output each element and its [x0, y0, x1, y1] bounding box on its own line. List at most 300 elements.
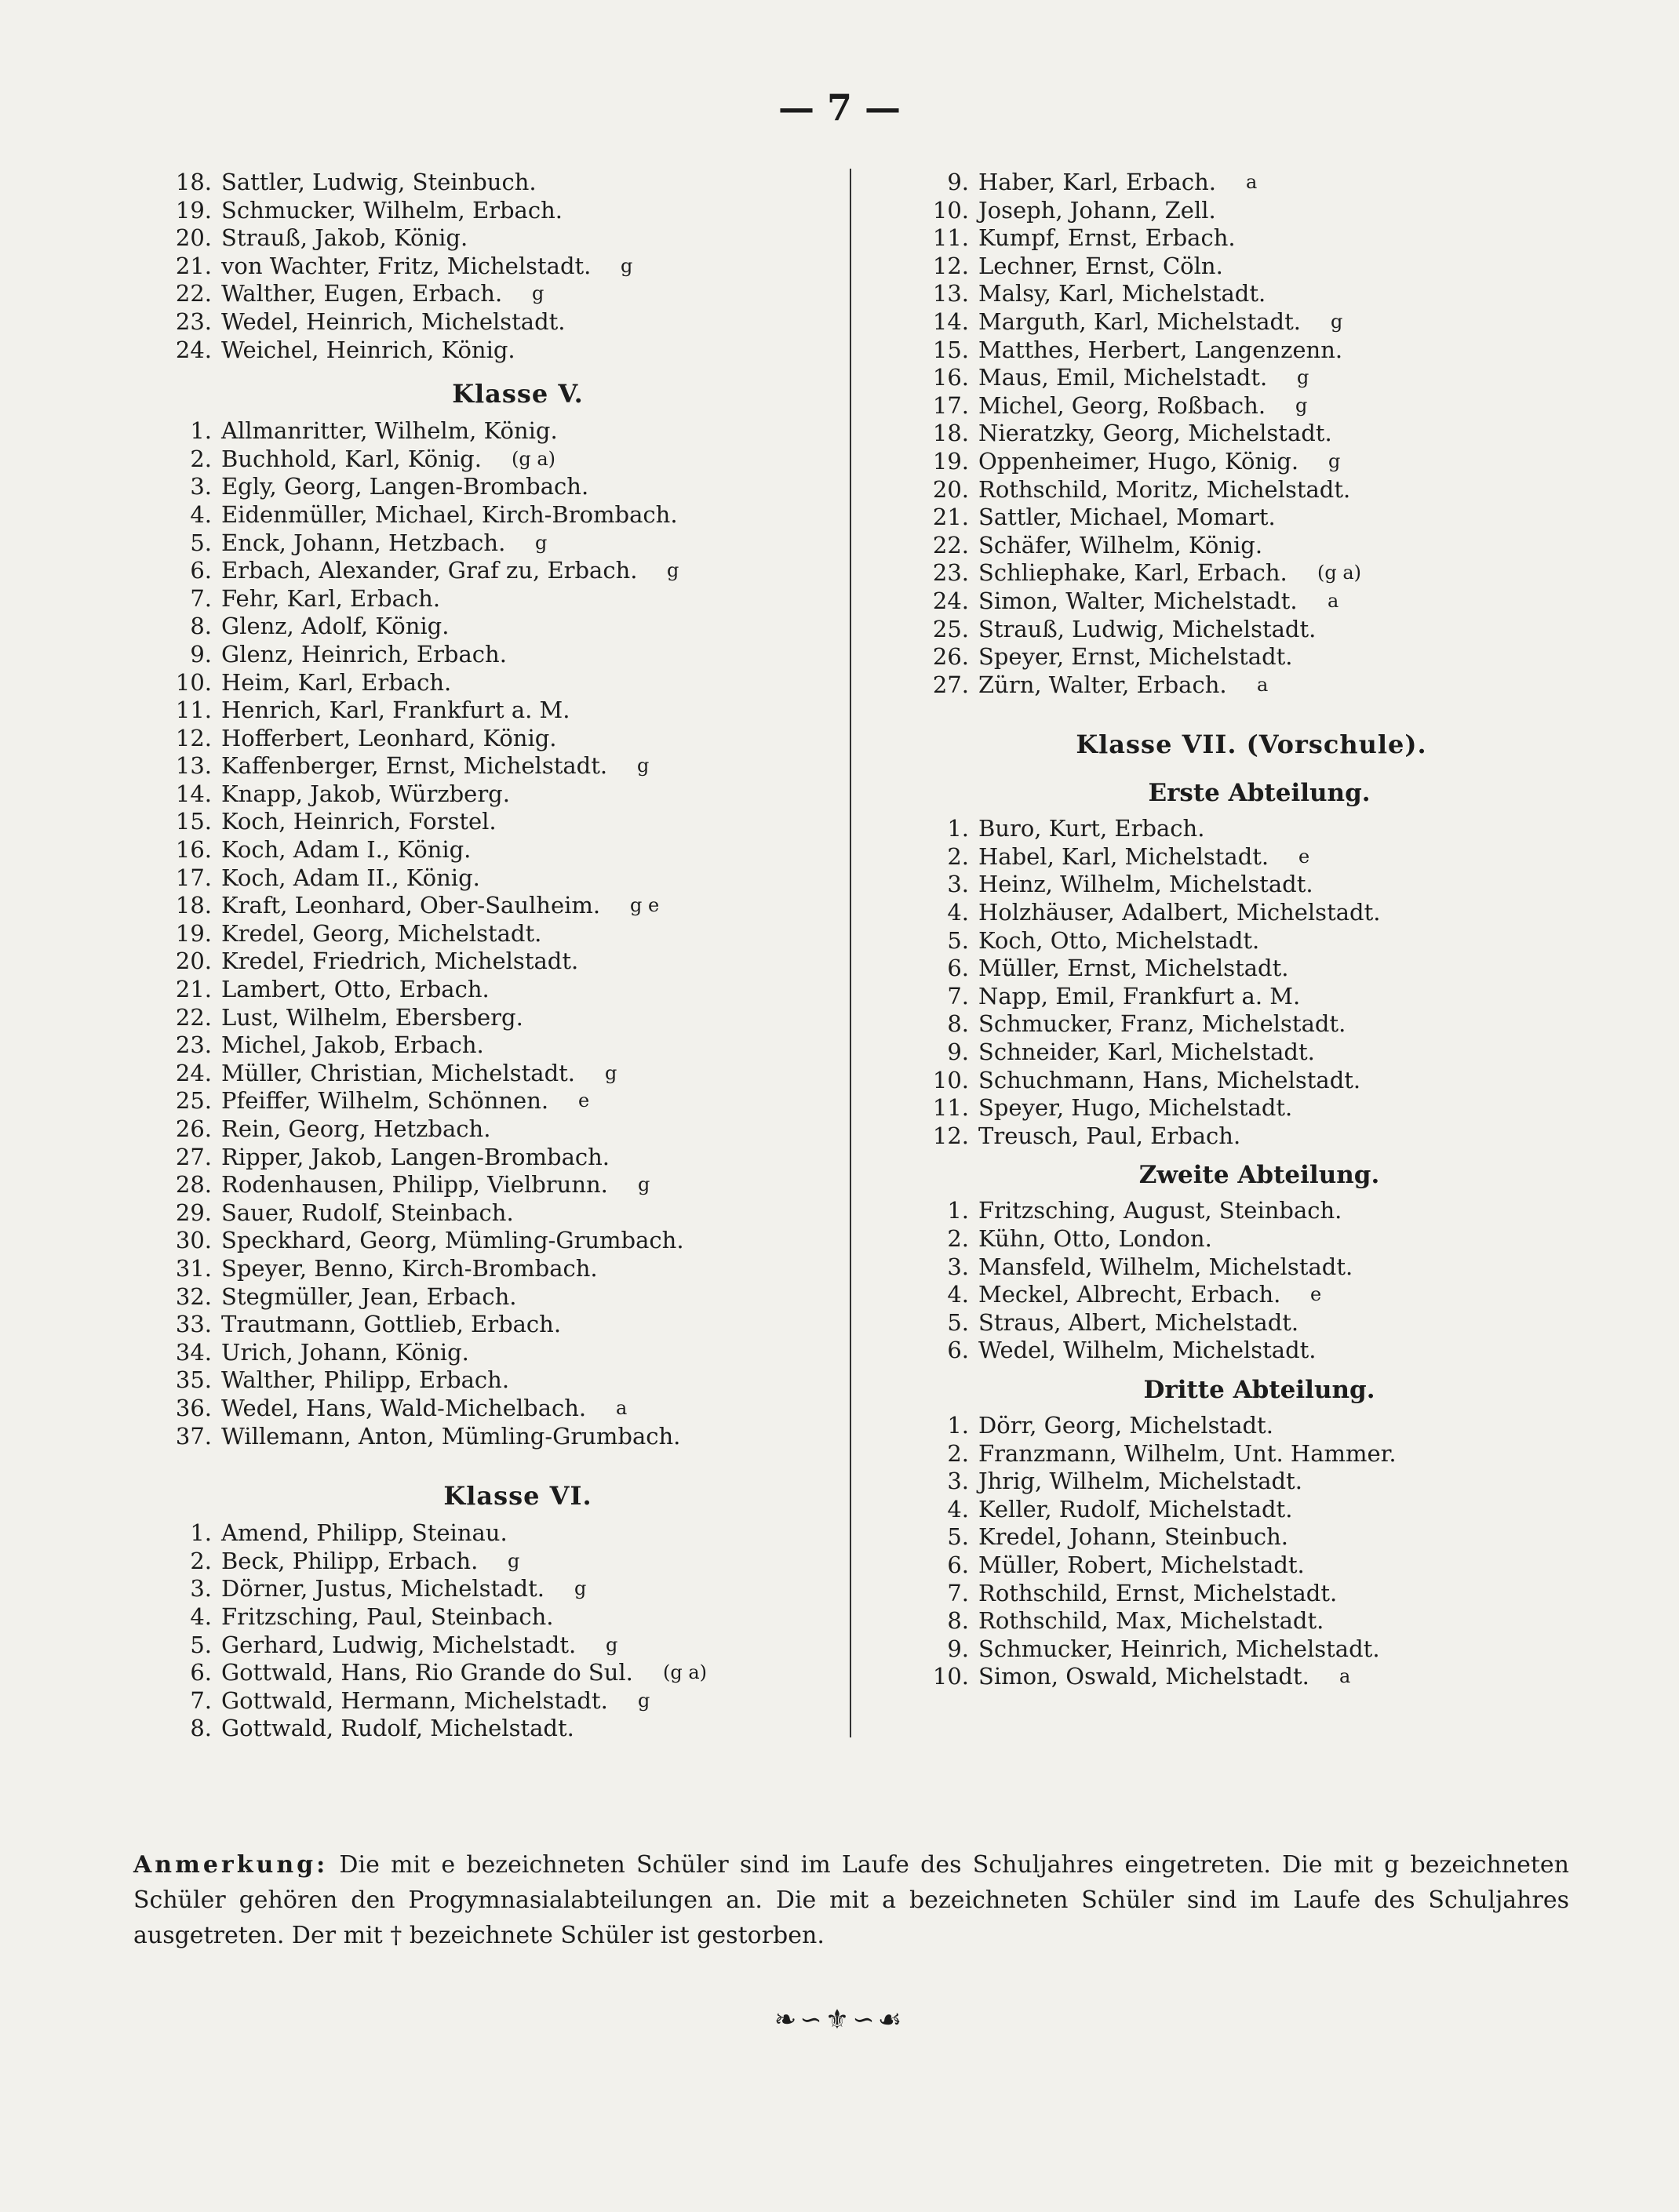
list-item [157, 308, 832, 337]
status-mark: g [508, 1549, 520, 1572]
continued-list [914, 169, 1604, 699]
status-mark: e [578, 1090, 590, 1112]
list-item [157, 337, 832, 365]
list-item [914, 532, 1604, 560]
list-item [914, 392, 1604, 420]
right-column [914, 169, 1604, 1691]
item-number: 14. [932, 307, 969, 335]
status-mark: (g a) [512, 447, 556, 470]
item-number: 6. [190, 1659, 212, 1686]
student-entry: Pfeiffer, Wilhelm, Schönnen. [221, 1087, 549, 1115]
list-item [157, 1366, 832, 1395]
list-item [914, 1010, 1604, 1039]
item-number: 29. [175, 1199, 212, 1226]
item-number: 28. [175, 1171, 212, 1199]
student-entry: Lambert, Otto, Erbach. [221, 976, 490, 1003]
list-item [914, 871, 1604, 899]
student-entry: Kredel, Georg, Michelstadt. [221, 919, 542, 947]
list-item [157, 1395, 832, 1423]
status-mark: e [1298, 845, 1310, 868]
list-item [914, 1309, 1604, 1337]
item-number: 1. [947, 1197, 969, 1224]
section-heading-klasse-vi: Klasse VI. [443, 1481, 592, 1512]
item-number: 1. [947, 815, 969, 842]
list-item [157, 1283, 832, 1312]
list-item [914, 1122, 1604, 1151]
item-number: 8. [947, 1607, 969, 1635]
item-number: 22. [175, 1003, 212, 1031]
item-number: 9. [190, 640, 212, 668]
item-number: 18. [932, 420, 969, 447]
student-entry: Maus, Emil, Michelstadt. [978, 364, 1268, 391]
list-item [914, 364, 1604, 392]
student-entry: Dörr, Georg, Michelstadt. [978, 1411, 1273, 1439]
student-entry: Trautmann, Gottlieb, Erbach. [221, 1311, 562, 1338]
list-item [157, 920, 832, 948]
item-number: 15. [932, 336, 969, 363]
list-item [914, 1337, 1604, 1365]
student-entry: Sattler, Michael, Momart. [978, 504, 1276, 531]
list-item [157, 836, 832, 864]
list-item [914, 420, 1604, 448]
item-number: 3. [947, 1253, 969, 1280]
student-entry: Koch, Adam II., König. [221, 864, 480, 891]
student-entry: Wedel, Hans, Wald-Michelbach. [221, 1394, 587, 1421]
item-number: 2. [947, 1225, 969, 1252]
item-number: 32. [175, 1282, 212, 1310]
student-entry: Jhrig, Wilhelm, Michelstadt. [978, 1468, 1302, 1495]
student-entry: Oppenheimer, Hugo, König. [978, 447, 1299, 475]
item-number: 6. [947, 1551, 969, 1578]
student-entry: Schmucker, Wilhelm, Erbach. [221, 196, 563, 224]
item-number: 11. [932, 224, 969, 252]
item-number: 22. [932, 531, 969, 558]
list-item [914, 1281, 1604, 1309]
student-entry: Egly, Georg, Langen-Brombach. [221, 473, 589, 500]
item-number: 20. [932, 475, 969, 503]
student-entry: Schuchmann, Hans, Michelstadt. [978, 1066, 1361, 1093]
list-item [157, 1519, 832, 1548]
student-entry: Beck, Philipp, Erbach. [221, 1547, 479, 1574]
item-number: 13. [932, 280, 969, 307]
item-number: 12. [175, 724, 212, 751]
list-item [157, 1031, 832, 1060]
list-item [914, 224, 1604, 253]
item-number: 5. [947, 926, 969, 954]
status-mark: g [621, 254, 633, 277]
list-item [157, 808, 832, 836]
item-number: 6. [947, 955, 969, 982]
student-entry: Rothschild, Max, Michelstadt. [978, 1607, 1324, 1635]
subheading-zweite-abteilung: Zweite Abteilung. [1138, 1161, 1380, 1190]
student-entry: Willemann, Anton, Mümling-Grumbach. [221, 1422, 681, 1450]
item-number: 24. [175, 1059, 212, 1086]
item-number: 6. [947, 1337, 969, 1364]
section-heading-klasse-v: Klasse V. [452, 379, 584, 409]
status-mark: a [1339, 1665, 1351, 1688]
item-number: 3. [190, 1575, 212, 1603]
item-number: 22. [175, 280, 212, 307]
student-entry: Fritzsching, Paul, Steinbach. [221, 1603, 554, 1630]
list-item [157, 1603, 832, 1632]
list-item [914, 955, 1604, 983]
item-number: 13. [175, 752, 212, 780]
student-entry: Koch, Heinrich, Forstel. [221, 808, 497, 835]
list-item [157, 752, 832, 780]
footnote-text: Die mit e bezeichneten Schüler sind im Laufe des Schuljahres eingetreten. Die mit g bezeichneten Schüler gehören den Progymnasialabteilungen an. Die mit a bezeichneten Schüler sind im Laufe des Schuljahres ausgetreten. Der mit † bezeichnete Schüler ist gestorben. [133, 1851, 1569, 1949]
student-entry: Kühn, Otto, London. [978, 1225, 1212, 1252]
student-entry: Treusch, Paul, Erbach. [978, 1122, 1241, 1149]
item-number: 1. [190, 1519, 212, 1547]
list-item [914, 1197, 1604, 1225]
item-number: 23. [932, 559, 969, 587]
status-mark: a [1257, 673, 1269, 696]
list-item [914, 559, 1604, 588]
list-item [157, 446, 832, 474]
list-item [914, 1094, 1604, 1122]
student-entry: Joseph, Johann, Zell. [978, 196, 1216, 224]
student-entry: Urich, Johann, König. [221, 1338, 469, 1366]
item-number: 17. [932, 391, 969, 419]
list-item [914, 1523, 1604, 1552]
student-entry: Gottwald, Hermann, Michelstadt. [221, 1686, 608, 1714]
list-item [914, 899, 1604, 927]
list-item [157, 224, 832, 253]
item-number: 9. [947, 1635, 969, 1662]
student-entry: Habel, Karl, Michelstadt. [978, 842, 1269, 870]
list-item [914, 308, 1604, 337]
student-entry: Schneider, Karl, Michelstadt. [978, 1039, 1315, 1066]
item-number: 7. [947, 1579, 969, 1606]
list-item [914, 616, 1604, 644]
student-entry: Müller, Robert, Michelstadt. [978, 1551, 1305, 1578]
item-number: 7. [190, 584, 212, 612]
list-item [157, 1548, 832, 1576]
student-entry: Holzhäuser, Adalbert, Michelstadt. [978, 899, 1381, 926]
item-number: 5. [947, 1308, 969, 1336]
student-entry: Michel, Georg, Roßbach. [978, 391, 1266, 419]
item-number: 23. [175, 1031, 212, 1059]
list-item [914, 983, 1604, 1011]
item-number: 26. [175, 1115, 212, 1142]
left-column [157, 169, 832, 1743]
item-number: 18. [175, 892, 212, 919]
item-number: 14. [175, 780, 212, 807]
student-entry: Matthes, Herbert, Langenzenn. [978, 336, 1343, 363]
ornament-divider: ❧∽⚜∽☙ [774, 2004, 905, 2036]
student-entry: Wedel, Wilhelm, Michelstadt. [978, 1337, 1317, 1364]
list-item [914, 1607, 1604, 1635]
list-item [157, 280, 832, 308]
list-item [914, 1412, 1604, 1440]
item-number: 8. [190, 1715, 212, 1742]
student-entry: Lust, Wilhelm, Ebersberg. [221, 1003, 523, 1031]
student-entry: Müller, Christian, Michelstadt. [221, 1059, 576, 1086]
item-number: 1. [190, 417, 212, 445]
status-mark: a [1328, 589, 1339, 612]
student-entry: Schmucker, Franz, Michelstadt. [978, 1010, 1346, 1038]
item-number: 12. [932, 252, 969, 279]
student-entry: Walther, Philipp, Erbach. [221, 1366, 510, 1394]
item-number: 2. [190, 445, 212, 472]
list-item [157, 557, 832, 585]
list-item [914, 476, 1604, 504]
item-number: 5. [947, 1523, 969, 1551]
student-entry: Amend, Philipp, Steinau. [221, 1519, 508, 1547]
student-entry: Lechner, Ernst, Cöln. [978, 252, 1223, 279]
student-entry: Walther, Eugen, Erbach. [221, 280, 503, 307]
student-entry: Strauß, Jakob, König. [221, 224, 468, 252]
list-item [157, 864, 832, 893]
item-number: 24. [932, 587, 969, 614]
list-item [914, 337, 1604, 365]
student-entry: Buchhold, Karl, König. [221, 445, 482, 472]
item-number: 5. [190, 529, 212, 556]
status-mark: g [637, 755, 650, 777]
list-item [914, 1225, 1604, 1253]
student-entry: Franzmann, Wilhelm, Unt. Hammer. [978, 1439, 1397, 1467]
item-number: 6. [190, 557, 212, 584]
list-item [157, 253, 832, 281]
item-number: 26. [932, 643, 969, 671]
list-item [157, 1423, 832, 1451]
item-number: 27. [175, 1143, 212, 1170]
list-item [914, 1496, 1604, 1524]
student-entry: Strauß, Ludwig, Michelstadt. [978, 615, 1317, 642]
list-item [914, 253, 1604, 281]
list-item [157, 1687, 832, 1715]
student-entry: Speyer, Ernst, Michelstadt. [978, 643, 1293, 671]
item-number: 36. [175, 1394, 212, 1421]
item-number: 25. [932, 615, 969, 642]
list-item [157, 1715, 832, 1743]
status-mark: a [616, 1396, 628, 1419]
item-number: 4. [947, 1281, 969, 1308]
student-entry: Henrich, Karl, Frankfurt a. M. [221, 697, 570, 724]
status-mark: g [535, 531, 548, 554]
item-number: 10. [932, 1663, 969, 1690]
list-item [914, 504, 1604, 532]
student-entry: Erbach, Alexander, Graf zu, Erbach. [221, 557, 638, 584]
student-entry: Speyer, Hugo, Michelstadt. [978, 1094, 1293, 1122]
student-entry: Koch, Otto, Michelstadt. [978, 926, 1260, 954]
klasse-vi-list [157, 1519, 832, 1743]
student-entry: Haber, Karl, Erbach. [978, 169, 1216, 195]
list-item [914, 1635, 1604, 1664]
student-entry: Schmucker, Heinrich, Michelstadt. [978, 1635, 1380, 1662]
list-item [157, 976, 832, 1004]
status-mark: g [605, 1061, 617, 1084]
page-number: — 7 — [778, 86, 901, 129]
list-item [157, 529, 832, 558]
list-item [157, 585, 832, 613]
item-number: 2. [947, 842, 969, 870]
erste-abteilung-list [914, 815, 1604, 1150]
list-item [157, 948, 832, 976]
student-entry: Mansfeld, Wilhelm, Michelstadt. [978, 1253, 1353, 1280]
student-entry: Nieratzky, Georg, Michelstadt. [978, 420, 1332, 447]
list-item [157, 1311, 832, 1339]
item-number: 30. [175, 1227, 212, 1254]
list-item [914, 1039, 1604, 1067]
list-item [157, 1115, 832, 1144]
item-number: 3. [947, 1468, 969, 1495]
item-number: 19. [175, 919, 212, 947]
list-item [914, 643, 1604, 671]
status-mark: g [1331, 310, 1343, 333]
list-item [157, 613, 832, 641]
item-number: 4. [190, 500, 212, 528]
list-item [914, 1468, 1604, 1496]
student-entry: Michel, Jakob, Erbach. [221, 1031, 484, 1059]
list-item [157, 1087, 832, 1115]
footnote-label: Anmerkung: [133, 1851, 329, 1879]
item-number: 24. [175, 336, 212, 363]
dritte-abteilung-list [914, 1412, 1604, 1691]
item-number: 19. [175, 196, 212, 224]
student-entry: Glenz, Heinrich, Erbach. [221, 640, 507, 668]
list-item [157, 669, 832, 697]
student-entry: Stegmüller, Jean, Erbach. [221, 1282, 517, 1310]
list-item [914, 448, 1604, 476]
item-number: 20. [175, 948, 212, 975]
item-number: 10. [932, 1066, 969, 1093]
item-number: 15. [175, 808, 212, 835]
student-entry: Straus, Albert, Michelstadt. [978, 1308, 1299, 1336]
student-entry: Hofferbert, Leonhard, König. [221, 724, 557, 751]
list-item [157, 1199, 832, 1228]
student-entry: Schäfer, Wilhelm, König. [978, 531, 1263, 558]
student-entry: Malsy, Karl, Michelstadt. [978, 280, 1266, 307]
student-entry: Sattler, Ludwig, Steinbuch. [221, 169, 537, 195]
student-entry: Gerhard, Ludwig, Michelstadt. [221, 1631, 577, 1658]
list-item [157, 501, 832, 529]
item-number: 21. [175, 976, 212, 1003]
list-item [914, 1552, 1604, 1580]
student-entry: Müller, Ernst, Michelstadt. [978, 955, 1289, 982]
student-entry: Dörner, Justus, Michelstadt. [221, 1575, 544, 1603]
list-item [157, 1004, 832, 1032]
item-number: 8. [947, 1010, 969, 1038]
student-entry: von Wachter, Fritz, Michelstadt. [221, 252, 592, 279]
item-number: 17. [175, 864, 212, 891]
item-number: 10. [932, 196, 969, 224]
item-number: 12. [932, 1122, 969, 1149]
list-item [914, 169, 1604, 197]
item-number: 33. [175, 1311, 212, 1338]
list-item [157, 417, 832, 446]
student-entry: Heim, Karl, Erbach. [221, 668, 452, 696]
item-number: 2. [190, 1547, 212, 1574]
list-item [914, 588, 1604, 616]
item-number: 21. [175, 252, 212, 279]
klasse-v-list [157, 417, 832, 1450]
list-item [157, 1171, 832, 1199]
item-number: 3. [947, 871, 969, 898]
student-entry: Enck, Johann, Hetzbach. [221, 529, 506, 556]
student-entry: Sauer, Rudolf, Steinbach. [221, 1199, 514, 1226]
student-entry: Marguth, Karl, Michelstadt. [978, 307, 1301, 335]
list-item [157, 1632, 832, 1660]
list-item [914, 1663, 1604, 1691]
status-mark: g [532, 282, 544, 305]
list-item [157, 725, 832, 753]
item-number: 1. [947, 1411, 969, 1439]
student-entry: Allmanritter, Wilhelm, König. [221, 417, 558, 445]
student-entry: Schliephake, Karl, Erbach. [978, 559, 1287, 587]
list-item [157, 697, 832, 725]
list-item [157, 169, 832, 197]
student-entry: Koch, Adam I., König. [221, 836, 472, 864]
student-entry: Kumpf, Ernst, Erbach. [978, 224, 1236, 252]
item-number: 37. [175, 1422, 212, 1450]
student-entry: Napp, Emil, Frankfurt a. M. [978, 982, 1301, 1010]
item-number: 10. [175, 668, 212, 696]
item-number: 2. [947, 1439, 969, 1467]
student-entry: Rothschild, Ernst, Michelstadt. [978, 1579, 1338, 1606]
list-item [157, 641, 832, 669]
item-number: 4. [947, 899, 969, 926]
item-number: 27. [932, 671, 969, 698]
student-entry: Rodenhausen, Philipp, Vielbrunn. [221, 1171, 608, 1199]
student-entry: Kredel, Johann, Steinbuch. [978, 1523, 1288, 1551]
status-mark: g [1295, 394, 1308, 417]
list-item [157, 473, 832, 501]
list-item [914, 280, 1604, 308]
student-entry: Rein, Georg, Hetzbach. [221, 1115, 491, 1142]
status-mark: g [638, 1173, 650, 1196]
student-entry: Knapp, Jakob, Würzberg. [221, 780, 510, 807]
list-item [157, 1255, 832, 1283]
status-mark: g [667, 559, 679, 582]
item-number: 11. [932, 1094, 969, 1122]
student-entry: Speyer, Benno, Kirch-Brombach. [221, 1254, 598, 1282]
list-item [157, 892, 832, 920]
list-item [157, 1575, 832, 1603]
student-entry: Buro, Kurt, Erbach. [978, 815, 1205, 842]
item-number: 5. [190, 1631, 212, 1658]
list-item [914, 927, 1604, 955]
status-mark: e [1310, 1283, 1322, 1306]
item-number: 4. [947, 1495, 969, 1523]
student-entry: Fritzsching, August, Steinbach. [978, 1197, 1342, 1224]
item-number: 25. [175, 1087, 212, 1115]
item-number: 19. [932, 447, 969, 475]
list-item [914, 843, 1604, 871]
student-entry: Keller, Rudolf, Michelstadt. [978, 1495, 1293, 1523]
student-entry: Speckhard, Georg, Mümling-Grumbach. [221, 1227, 684, 1254]
status-mark: a [1246, 171, 1258, 193]
student-entry: Gottwald, Hans, Rio Grande do Sul. [221, 1659, 633, 1686]
list-item [914, 197, 1604, 225]
student-entry: Eidenmüller, Michael, Kirch-Brombach. [221, 500, 678, 528]
list-item [914, 815, 1604, 843]
item-number: 16. [932, 364, 969, 391]
list-item [157, 780, 832, 809]
list-item [157, 1659, 832, 1687]
list-item [157, 197, 832, 225]
student-entry: Kredel, Friedrich, Michelstadt. [221, 948, 579, 975]
status-mark: g [1297, 366, 1309, 389]
list-item [157, 1339, 832, 1367]
item-number: 34. [175, 1338, 212, 1366]
list-item [157, 1060, 832, 1088]
student-entry: Heinz, Wilhelm, Michelstadt. [978, 871, 1313, 898]
continued-list [157, 169, 832, 364]
student-entry: Rothschild, Moritz, Michelstadt. [978, 475, 1351, 503]
list-item [157, 1144, 832, 1172]
student-entry: Glenz, Adolf, König. [221, 613, 450, 640]
